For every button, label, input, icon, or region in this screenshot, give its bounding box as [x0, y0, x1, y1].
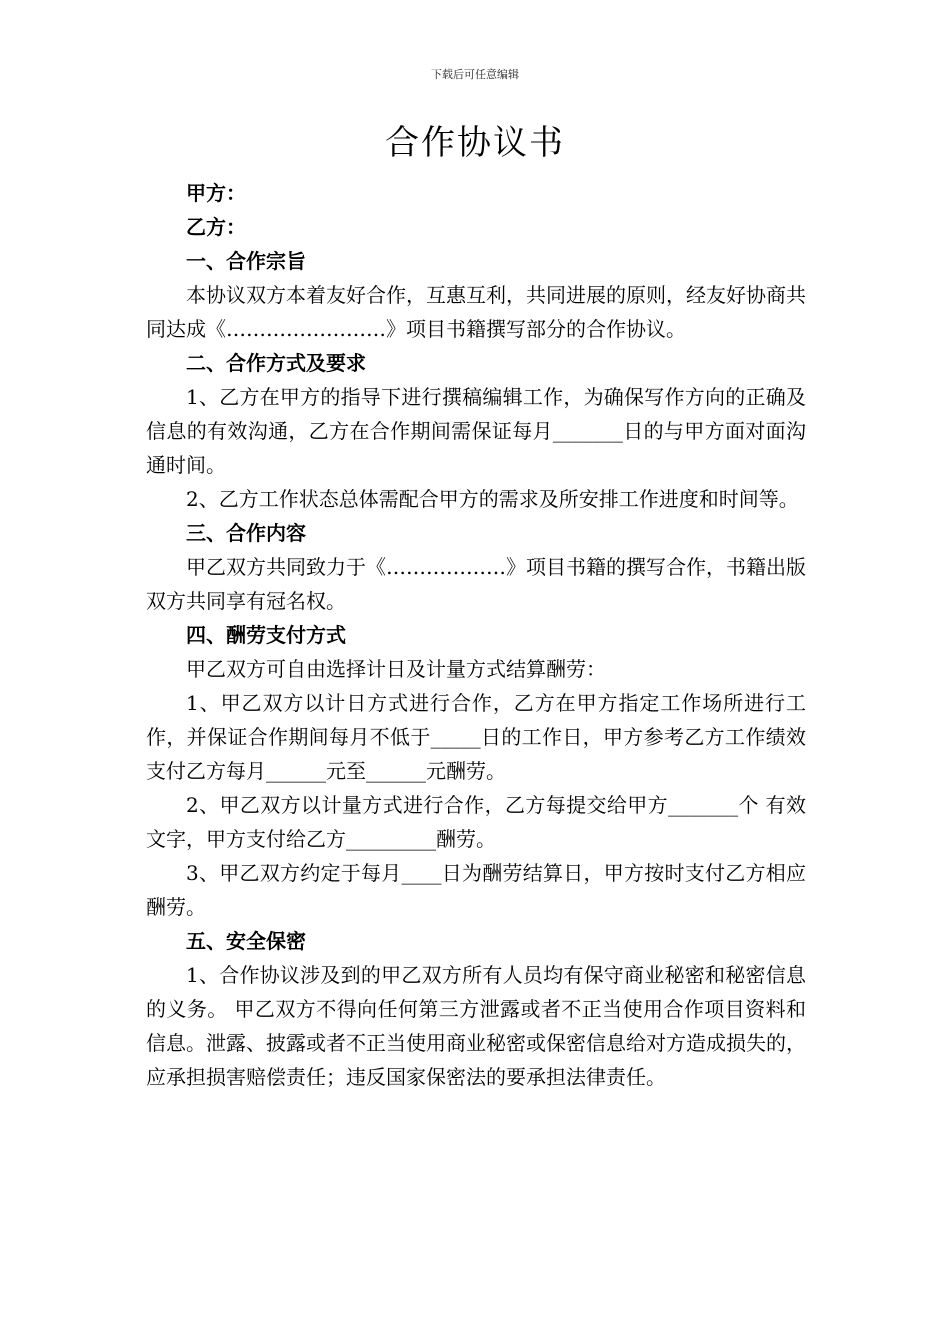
document-body	[146, 176, 806, 1094]
section-2-paragraph-2: 2、乙方工作状态总体需配合甲方的需求及所安排工作进度和时间等。	[186, 487, 799, 511]
section-3-heading: 三、合作内容	[186, 521, 306, 545]
section-4-paragraph-3: 3、甲乙双方约定于每月____日为酬劳结算日，甲方按时支付乙方相应酬劳。	[146, 861, 806, 919]
section-4-paragraph-1: 1、甲乙双方以计日方式进行合作，乙方在甲方指定工作场所进行工作，并保证合作期间每月不低于_____日的工作日，甲方参考乙方工作绩效支付乙方每月______元至______元酬劳。	[146, 691, 806, 783]
section-2-paragraph-1: 1、乙方在甲方的指导下进行撰稿编辑工作，为确保写作方向的正确及信息的有效沟通，乙方在合作期间需保证每月_______日的与甲方面对面沟通时间。	[146, 385, 806, 477]
section-5-paragraph-1: 1、合作协议涉及到的甲乙双方所有人员均有保守商业秘密和秘密信息的义务。 甲乙双方不得向任何第三方泄露或者不正当使用合作项目资料和信息。泄露、披露或者不正当使用商业秘密或保密信息给对方造成损失的，应承担损害赔偿责任；违反国家保密法的要承担法律责任。	[146, 963, 806, 1089]
page-header: 下载后可任意编辑	[431, 68, 519, 81]
section-3-paragraph-1: 甲乙双方共同致力于《………………》项目书籍的撰写合作，书籍出版双方共同享有冠名权。	[146, 555, 806, 613]
party-b-label: 乙方：	[186, 215, 246, 239]
section-5-heading: 五、安全保密	[186, 929, 306, 953]
section-1-paragraph-1: 本协议双方本着友好合作，互惠互利，共同进展的原则，经友好协商共同达成《……………………》项目书籍撰写部分的合作协议。	[146, 283, 806, 341]
section-4-paragraph-intro: 甲乙双方可自由选择计日及计量方式结算酬劳：	[186, 657, 606, 681]
party-a-label: 甲方：	[186, 181, 246, 205]
section-1-heading: 一、合作宗旨	[186, 249, 306, 273]
section-4-paragraph-2: 2、甲乙双方以计量方式进行合作，乙方每提交给甲方_______个 有效文字，甲方支付给乙方_________酬劳。	[146, 793, 806, 851]
section-2-heading: 二、合作方式及要求	[186, 351, 366, 375]
document-title: 合作协议书	[385, 123, 565, 163]
section-4-heading: 四、酬劳支付方式	[186, 623, 346, 647]
